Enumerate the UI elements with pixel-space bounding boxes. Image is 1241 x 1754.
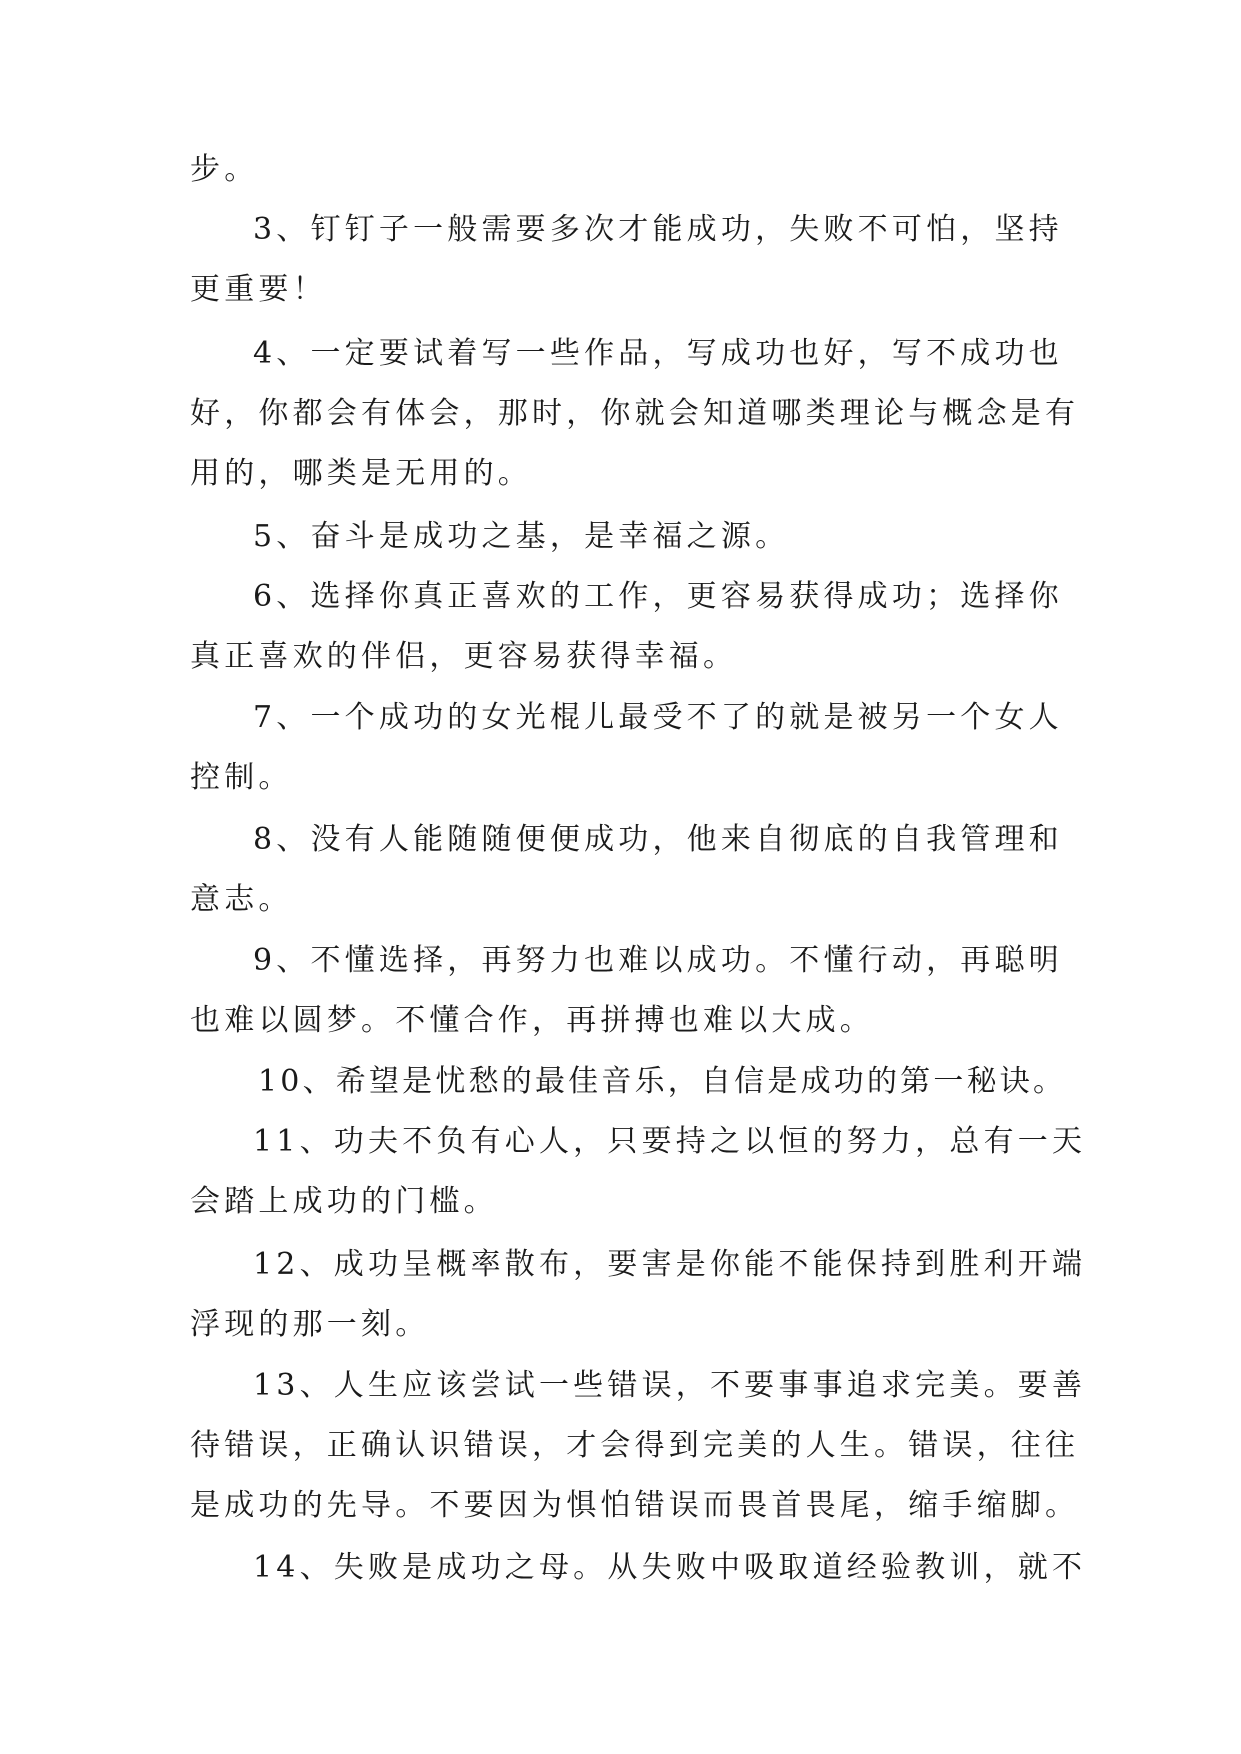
- list-item-11-line-1: 11、功夫不负有心人，只要持之以恒的努力，总有一天: [253, 1124, 1087, 1159]
- list-item-8-line-2: 意志。: [190, 882, 293, 917]
- list-item-12-line-2: 浮现的那一刻。: [190, 1307, 430, 1342]
- list-item-13-line-1: 13、人生应该尝试一些错误，不要事事追求完美。要善: [253, 1368, 1087, 1403]
- list-item-4-line-3: 用的，哪类是无用的。: [190, 456, 532, 491]
- list-item-13-line-2: 待错误，正确认识错误，才会得到完美的人生。错误，往往: [190, 1428, 1080, 1463]
- list-item-5: 5、奋斗是成功之基，是幸福之源。: [253, 519, 790, 554]
- list-item-14-line-1: 14、失败是成功之母。从失败中吸取道经验教训，就不: [253, 1550, 1087, 1585]
- list-item-4-line-2: 好，你都会有体会，那时，你就会知道哪类理论与概念是有: [190, 396, 1080, 431]
- list-item-6-line-1: 6、选择你真正喜欢的工作，更容易获得成功；选择你: [253, 579, 1063, 614]
- list-item-3-line-2: 更重要！: [190, 272, 327, 307]
- list-item-7-line-2: 控制。: [190, 760, 293, 795]
- list-item-7-line-1: 7、一个成功的女光棍儿最受不了的就是被另一个女人: [253, 700, 1063, 735]
- list-item-12-line-1: 12、成功呈概率散布，要害是你能不能保持到胜利开端: [253, 1247, 1087, 1282]
- list-item-10: 10、希望是忧愁的最佳音乐，自信是成功的第一秘诀。: [258, 1064, 1067, 1099]
- list-item-4-line-1: 4、一定要试着写一些作品，写成功也好，写不成功也: [253, 336, 1063, 371]
- list-item-3-line-1: 3、钉钉子一般需要多次才能成功，失败不可怕，坚持: [253, 212, 1063, 247]
- list-item-13-line-3: 是成功的先导。不要因为惧怕错误而畏首畏尾，缩手缩脚。: [190, 1488, 1080, 1523]
- list-item-9-line-1: 9、不懂选择，再努力也难以成功。不懂行动，再聪明: [253, 943, 1063, 978]
- list-item-8-line-1: 8、没有人能随随便便成功，他来自彻底的自我管理和: [253, 822, 1063, 857]
- list-item-9-line-2: 也难以圆梦。不懂合作，再拼搏也难以大成。: [190, 1003, 874, 1038]
- list-item-6-line-2: 真正喜欢的伴侣，更容易获得幸福。: [190, 639, 738, 674]
- list-item-11-line-2: 会踏上成功的门槛。: [190, 1184, 498, 1219]
- text-line: 步。: [190, 152, 259, 187]
